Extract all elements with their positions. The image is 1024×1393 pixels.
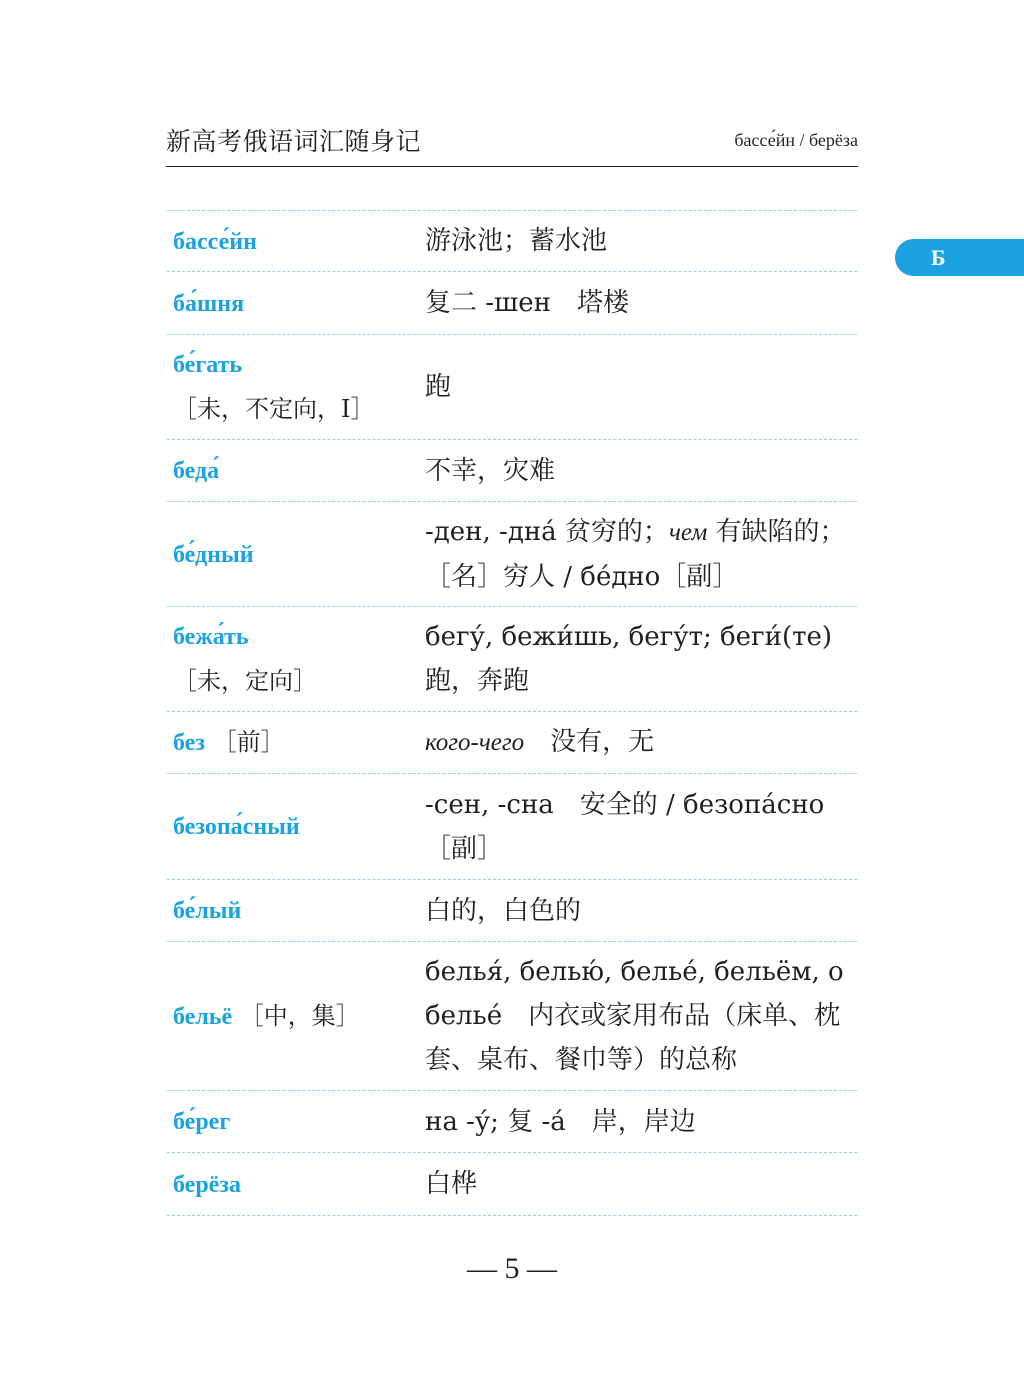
headword-cell xyxy=(167,888,425,933)
gloss: 白桦 xyxy=(425,1169,478,1199)
headword-cell xyxy=(167,720,425,765)
headword: бе́рег xyxy=(173,1109,231,1135)
table-row xyxy=(167,272,857,335)
headword-cell xyxy=(167,804,425,849)
headword-cell xyxy=(167,281,425,326)
gloss: 跑 xyxy=(425,372,452,402)
gloss: белья́, белью́, белье́, бельём, о белье́ 内衣或家用布品（床单、枕套、桌布、餐巾等）的总称 xyxy=(425,957,844,1075)
headword-cell xyxy=(167,219,425,264)
table-row xyxy=(167,607,857,712)
headword-cell xyxy=(167,343,425,431)
table-row xyxy=(167,211,857,272)
gloss-case: чем xyxy=(668,518,708,546)
page-range: бассе́йн / берёза xyxy=(734,130,858,150)
section-tab[interactable]: Б xyxy=(895,239,1024,276)
headword-cell xyxy=(167,615,425,703)
table-row xyxy=(167,502,857,607)
headword: бассе́йн xyxy=(173,228,257,255)
headword-cell xyxy=(167,532,425,577)
headword: беда́ xyxy=(173,458,220,484)
vocabulary-table xyxy=(167,210,857,1216)
table-row xyxy=(167,774,857,880)
table-row xyxy=(167,942,857,1091)
gloss: 不幸，灾难 xyxy=(425,455,556,486)
headword: бежа́ть xyxy=(173,624,249,650)
grammar-note: ［前］ xyxy=(212,728,285,756)
gloss: бегу́, бежи́шь, бегу́т; беги́(те) 跑，奔跑 xyxy=(425,622,833,696)
headword: бе́гать xyxy=(173,352,243,378)
table-row xyxy=(167,880,857,942)
headword: безопа́сный xyxy=(173,814,300,840)
headword-cell xyxy=(167,1162,425,1207)
headword: бельё xyxy=(173,1003,233,1030)
gloss-case: кого-чего xyxy=(425,729,525,756)
gloss xyxy=(425,720,857,765)
table-row xyxy=(167,1153,857,1216)
table-row xyxy=(167,712,857,774)
gloss-part: 有缺陷的；［名］穷人 / бе́дно［副］ xyxy=(425,516,846,592)
grammar-note: ［中，集］ xyxy=(239,1001,360,1030)
headword: без xyxy=(173,730,205,756)
page-number: — 5 — xyxy=(467,1252,557,1285)
gloss: 白的，白色的 xyxy=(425,895,582,926)
grammar-note: ［未，定向］ xyxy=(173,667,317,695)
headword: бе́дный xyxy=(173,541,254,568)
headword-cell xyxy=(167,994,425,1039)
book-title: 新高考俄语词汇随身记 xyxy=(166,127,422,156)
gloss: 游泳池；蓄水池 xyxy=(425,226,608,256)
headword-cell xyxy=(167,1099,425,1144)
headword-cell xyxy=(167,448,425,493)
running-header xyxy=(166,118,858,167)
gloss xyxy=(425,510,857,599)
gloss: 复二 -шен 塔楼 xyxy=(425,288,629,318)
headword: берёза xyxy=(173,1171,241,1198)
gloss-part: -ден, -дна́ 贫穷的； xyxy=(425,516,669,547)
gloss-part: 没有，无 xyxy=(524,727,655,757)
table-row xyxy=(167,440,857,502)
gloss: на -у́; 复 -а́ 岸，岸边 xyxy=(425,1106,696,1137)
headword: ба́шня xyxy=(173,290,245,317)
table-row xyxy=(167,1091,857,1153)
table-row xyxy=(167,335,857,440)
headword: бе́лый xyxy=(173,898,242,924)
gloss: -сен, -сна 安全的 / безопа́сно［副］ xyxy=(425,789,825,864)
grammar-note: ［未，不定向，Ⅰ］ xyxy=(173,395,375,423)
